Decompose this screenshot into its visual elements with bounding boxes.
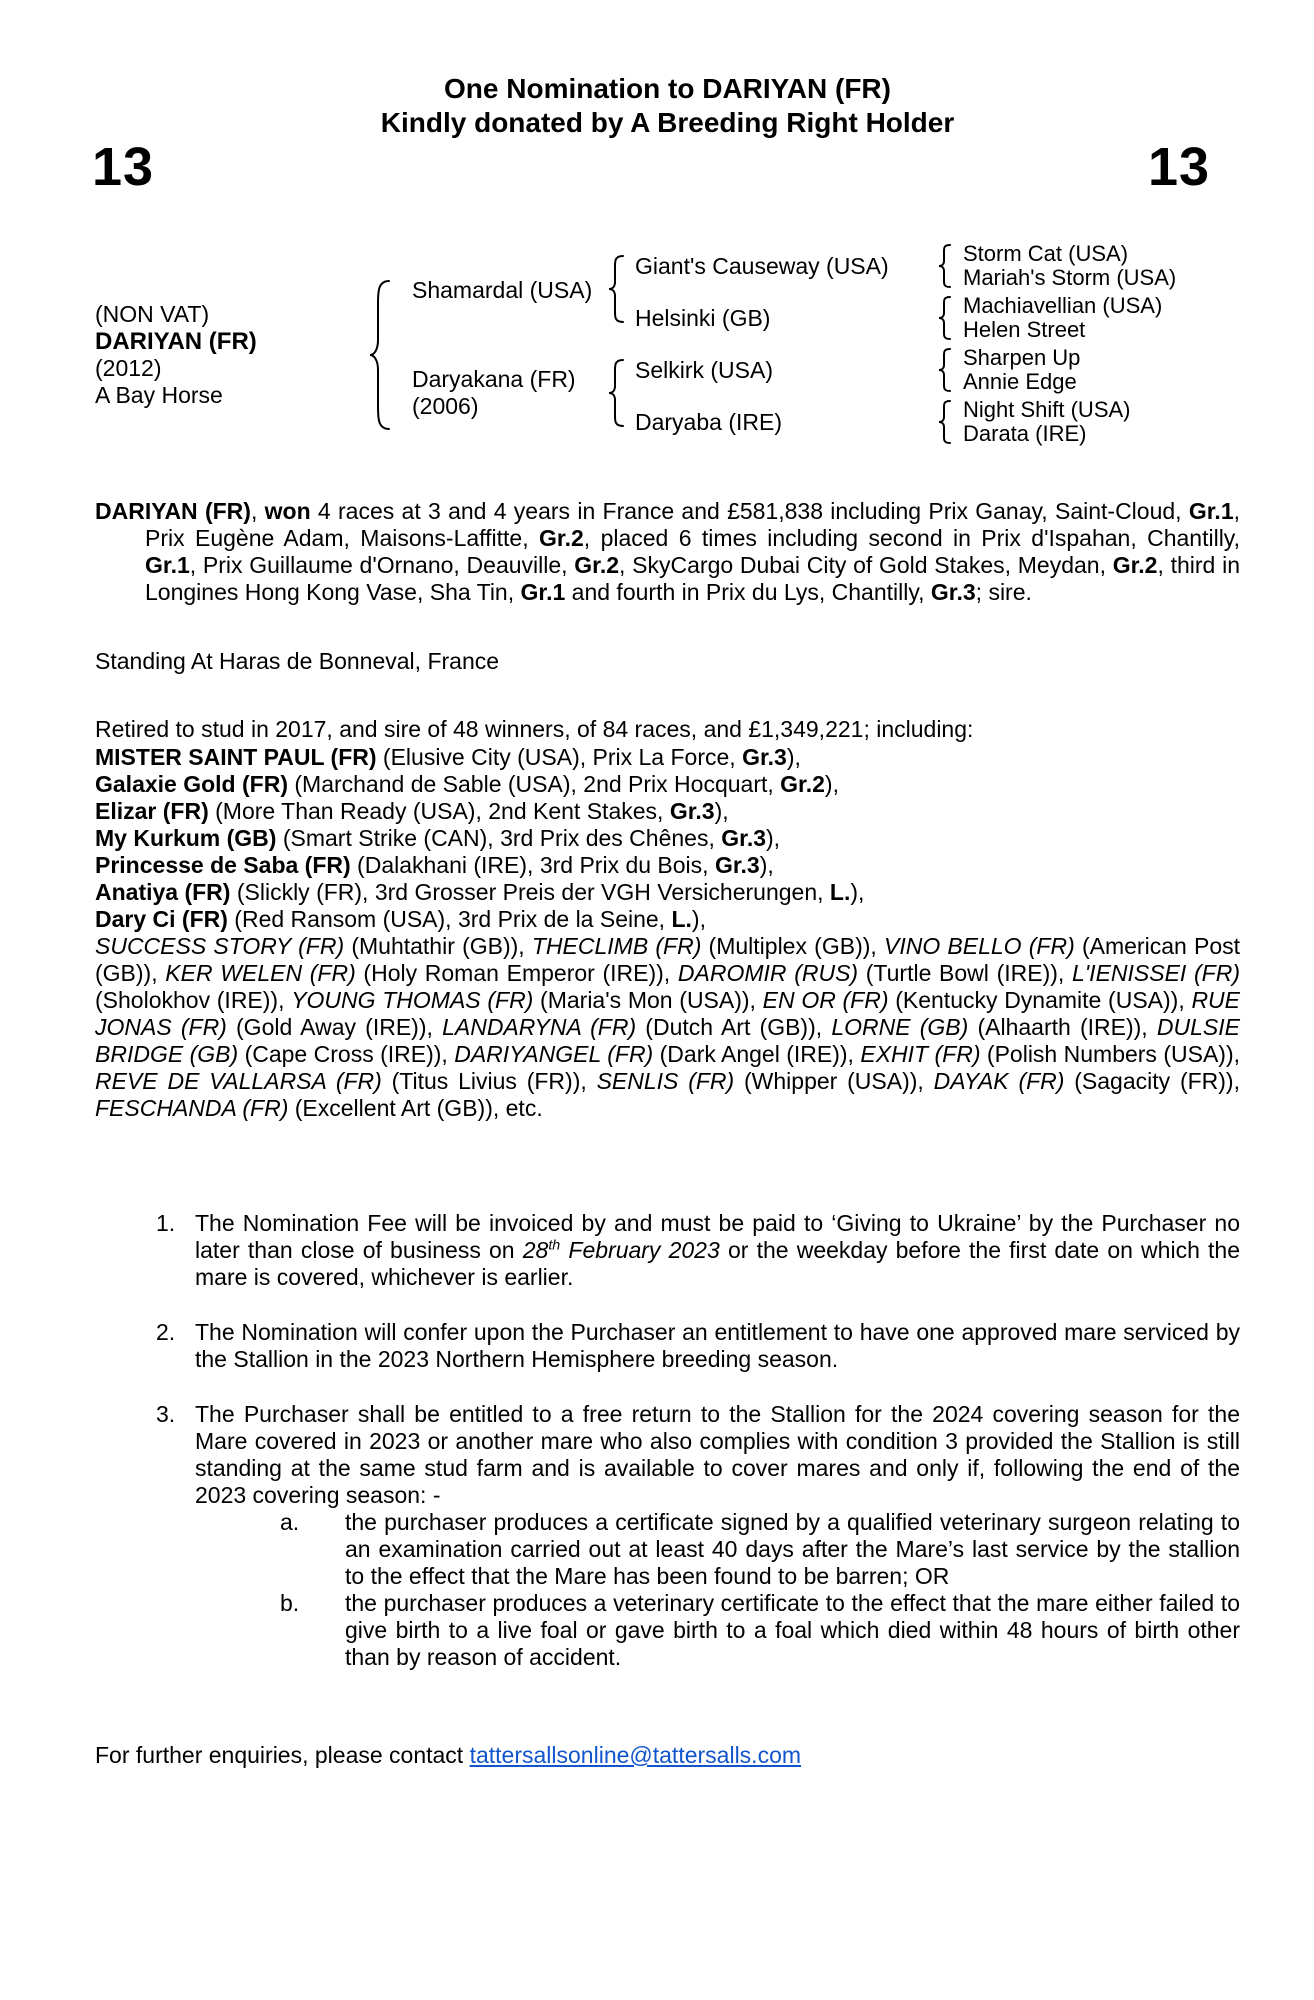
condition-item-1 (95, 1210, 1240, 1291)
pedigree-g4-name: Storm Cat (USA) (963, 241, 1129, 266)
conditions-list (95, 1210, 1240, 1671)
page-number-right: 13 (1148, 137, 1211, 197)
condition-number: 1. (156, 1210, 176, 1236)
lot-title-line2: Kindly donated by A Breeding Right Holder (380, 107, 955, 138)
horse-description: A Bay Horse (95, 382, 223, 408)
vat-note: (NON VAT) (95, 301, 210, 327)
progeny-list (95, 744, 1240, 933)
condition-item-3 (95, 1401, 1240, 1509)
birth-year: (2012) (95, 355, 162, 381)
pedigree-g4-name: Annie Edge (963, 369, 1077, 394)
pedigree-brace-gen1 (368, 280, 390, 430)
pedigree-granddam-2: Daryaba (IRE) (635, 409, 782, 435)
lot-title (95, 72, 1240, 140)
condition-subtext: the purchaser produces a veterinary certificate to the effect that the mare either failed to give birth to a live foal or gave birth to a foal which died within 48 hours of birth other than by reason of accident. (345, 1590, 1240, 1670)
pedigree-grandsire-1: Giant's Causeway (USA) (635, 253, 889, 279)
pedigree-brace-dam (608, 359, 624, 427)
pedigree-g4-pair-4 (963, 398, 1131, 446)
pedigree-g4-name: Helen Street (963, 317, 1086, 342)
progeny-line: My Kurkum (GB) (Smart Strike (CAN), 3rd Prix des Chênes, Gr.3), (95, 825, 781, 851)
pedigree-subject (95, 301, 257, 409)
condition-subitem-b (95, 1590, 1240, 1671)
pedigree-brace-g4-4 (938, 400, 951, 444)
progeny-line: Anatiya (FR) (Slickly (FR), 3rd Grosser Preis der VGH Versicherungen, L.), (95, 879, 865, 905)
pedigree-granddam-1: Helsinki (GB) (635, 305, 771, 331)
progeny-line: MISTER SAINT PAUL (FR) (Elusive City (USA), Prix La Force, Gr.3), (95, 744, 801, 770)
pedigree-g4-pair-2 (963, 294, 1162, 342)
pedigree-dam (412, 366, 576, 420)
pedigree-g4-name: Night Shift (USA) (963, 397, 1131, 422)
progeny-line: Dary Ci (FR) (Red Ransom (USA), 3rd Prix de la Seine, L.), (95, 906, 706, 932)
pedigree-dam-year: (2006) (412, 393, 479, 419)
progeny-line: Princesse de Saba (FR) (Dalakhani (IRE), 3rd Prix du Bois, Gr.3), (95, 852, 774, 878)
condition-letter: a. (280, 1509, 300, 1535)
condition-subtext: the purchaser produces a certificate signed by a qualified veterinary surgeon relating to an examination carried out at least 40 days after the Mare’s last service by the stallion to the effect that the Mare has been found to be barren; OR (345, 1509, 1240, 1589)
pedigree-brace-sire (608, 255, 624, 323)
progeny-line: Galaxie Gold (FR) (Marchand de Sable (USA), 2nd Prix Hocquart, Gr.2), (95, 771, 839, 797)
condition-subitem-a (95, 1509, 1240, 1590)
pedigree-grandsire-2: Selkirk (USA) (635, 357, 774, 383)
condition-text: The Nomination Fee will be invoiced by and must be paid to ‘Giving to Ukraine’ by the Purchaser no later than close of business on 28th February 2023 or the weekday before the first date on which the mare is covered, whichever is earlier. (195, 1210, 1241, 1290)
condition-number: 3. (156, 1401, 176, 1427)
page-number-left: 13 (92, 137, 155, 197)
other-progeny-paragraph: SUCCESS STORY (FR) (Muhtathir (GB)), THECLIMB (FR) (Multiplex (GB)), VINO BELLO (FR) (American Post (GB)), KER WELEN (FR) (Holy Roman Emperor (IRE)), DAROMIR (RUS) (Turtle Bowl (IRE)), L'IENISSEI (FR) (Sholokhov (IRE)), YOUNG THOMAS (FR) (Maria's Mon (USA)), EN OR (FR) (Kentucky Dynamite (USA)), RUE JONAS (FR) (Gold Away (IRE)), LANDARYNA (FR) (Dutch Art (GB)), LORNE (GB) (Alhaarth (IRE)), DULSIE BRIDGE (GB) (Cape Cross (IRE)), DARIYANGEL (FR) (Dark Angel (IRE)), EXHIT (FR) (Polish Numbers (USA)), REVE DE VALLARSA (FR) (Titus Livius (FR)), SENLIS (FR) (Whipper (USA)), DAYAK (FR) (Sagacity (FR)), FESCHANDA (FR) (Excellent Art (GB)), etc. (95, 933, 1241, 1121)
stud-record-intro: Retired to stud in 2017, and sire of 48 winners, of 84 races, and £1,349,221; including: (95, 716, 974, 742)
condition-text: The Purchaser shall be entitled to a free return to the Stallion for the 2024 covering season for the Mare covered in 2023 or another mare who also complies with condition 3 provided the Stallion is still standing at the same stud farm and is available to cover mares and only if, following the end of the 2023 covering season: - (195, 1401, 1240, 1508)
condition-text: The Nomination will confer upon the Purchaser an entitlement to have one approved mare serviced by the Stallion in the 2023 Northern Hemisphere breeding season. (195, 1319, 1240, 1372)
pedigree-sire: Shamardal (USA) (412, 277, 593, 303)
enquiries-footer (95, 1742, 1240, 1769)
condition-number: 2. (156, 1319, 176, 1345)
standing-at: Standing At Haras de Bonneval, France (95, 648, 500, 674)
horse-name: DARIYAN (FR) (95, 328, 257, 355)
pedigree-g4-name: Sharpen Up (963, 345, 1081, 370)
race-record: DARIYAN (FR), won 4 races at 3 and 4 years in France and £581,838 including Prix Ganay, Saint-Cloud, Gr.1, Prix Eugène Adam, Maisons-Laffitte, Gr.2, placed 6 times including second in Prix d'Ispahan, Chantilly, Gr.1, Prix Guillaume d'Ornano, Deauville, Gr.2, SkyCargo Dubai City of Gold Stakes, Meydan, Gr.2, third in Longines Hong Kong Vase, Sha Tin, Gr.1 and fourth in Prix du Lys, Chantilly, Gr.3; sire. (95, 498, 1241, 605)
enquiries-text: For further enquiries, please contact (95, 1742, 470, 1768)
pedigree-tree (95, 230, 1240, 470)
pedigree-g4-name: Machiavellian (USA) (963, 293, 1163, 318)
pedigree-g4-name: Darata (IRE) (963, 421, 1087, 446)
contact-email-link[interactable]: tattersallsonline@tattersalls.com (469, 1742, 802, 1768)
pedigree-g4-name: Mariah's Storm (USA) (963, 265, 1177, 290)
condition-item-2 (95, 1319, 1240, 1373)
pedigree-brace-g4-1 (938, 244, 951, 288)
pedigree-dam-name: Daryakana (FR) (412, 366, 576, 392)
pedigree-brace-g4-3 (938, 348, 951, 392)
condition-letter: b. (280, 1590, 300, 1616)
pedigree-g4-pair-3 (963, 346, 1080, 394)
lot-title-line1: One Nomination to DARIYAN (FR) (444, 73, 891, 104)
pedigree-g4-pair-1 (963, 242, 1176, 290)
pedigree-brace-g4-2 (938, 296, 951, 340)
progeny-line: Elizar (FR) (More Than Ready (USA), 2nd Kent Stakes, Gr.3), (95, 798, 729, 824)
